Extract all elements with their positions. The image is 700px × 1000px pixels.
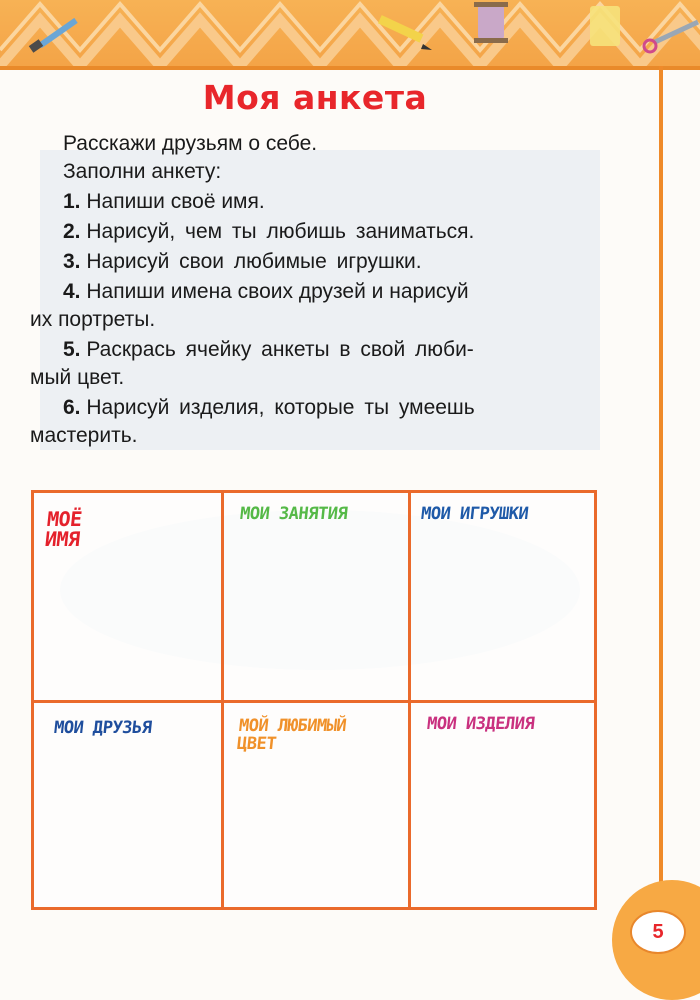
cell-label-name <box>44 509 83 549</box>
intro-line: Расскажи друзьям о себе. <box>63 132 318 155</box>
questionnaire-grid <box>31 490 597 910</box>
cell-label-toys: МОИ ИГРУШКИ <box>419 504 530 524</box>
task-item <box>30 394 600 450</box>
cell-label-friends: МОИ ДРУЗЬЯ <box>52 718 153 738</box>
cell-my-toys[interactable] <box>411 493 594 703</box>
page-number: 5 <box>630 910 686 954</box>
task-item <box>30 218 600 246</box>
task-text: Напиши своё имя. <box>86 190 265 213</box>
task-item <box>30 336 600 392</box>
task-item <box>30 248 600 276</box>
cell-label-hobbies: МОИ ЗАНЯТИЯ <box>238 504 349 524</box>
label-line: МОЙ ЛЮБИМЫЙ <box>237 716 348 736</box>
label-line: ЦВЕТ <box>236 734 278 754</box>
task-number: 2. <box>63 220 81 243</box>
label-line: ИМЯ <box>43 527 81 551</box>
task-text: Нарисуй изделия, которые ты умеешь <box>86 396 475 419</box>
task-text-continued: мый цвет. <box>30 366 125 389</box>
cell-label-crafts: МОИ ИЗДЕЛИЯ <box>425 714 536 734</box>
task-item <box>30 278 600 334</box>
cell-my-hobbies[interactable] <box>224 493 411 703</box>
task-number: 5. <box>63 338 81 361</box>
intro-line: Заполни анкету: <box>63 160 222 183</box>
page-title: Моя анкета <box>202 78 428 117</box>
task-text: Нарисуй свои любимые игрушки. <box>86 250 422 273</box>
task-item <box>30 188 600 216</box>
task-number: 3. <box>63 250 81 273</box>
cell-my-crafts[interactable] <box>411 703 594 907</box>
instructions <box>30 130 600 450</box>
cell-my-friends[interactable] <box>34 703 224 907</box>
cell-my-favorite-color[interactable] <box>224 703 411 907</box>
label-line: МОЁ <box>45 507 83 531</box>
cell-my-name[interactable] <box>34 493 224 703</box>
task-text-continued: мастерить. <box>30 424 138 447</box>
task-text: Раскрась ячейку анкеты в свой люби- <box>86 338 474 361</box>
task-number: 6. <box>63 396 81 419</box>
task-text: Нарисуй, чем ты любишь заниматься. <box>86 220 475 243</box>
task-text: Напиши имена своих друзей и нарисуй <box>86 280 469 303</box>
task-number: 4. <box>63 280 81 303</box>
task-text-continued: их портреты. <box>30 308 156 331</box>
cell-label-color <box>236 717 347 753</box>
task-number: 1. <box>63 190 81 213</box>
